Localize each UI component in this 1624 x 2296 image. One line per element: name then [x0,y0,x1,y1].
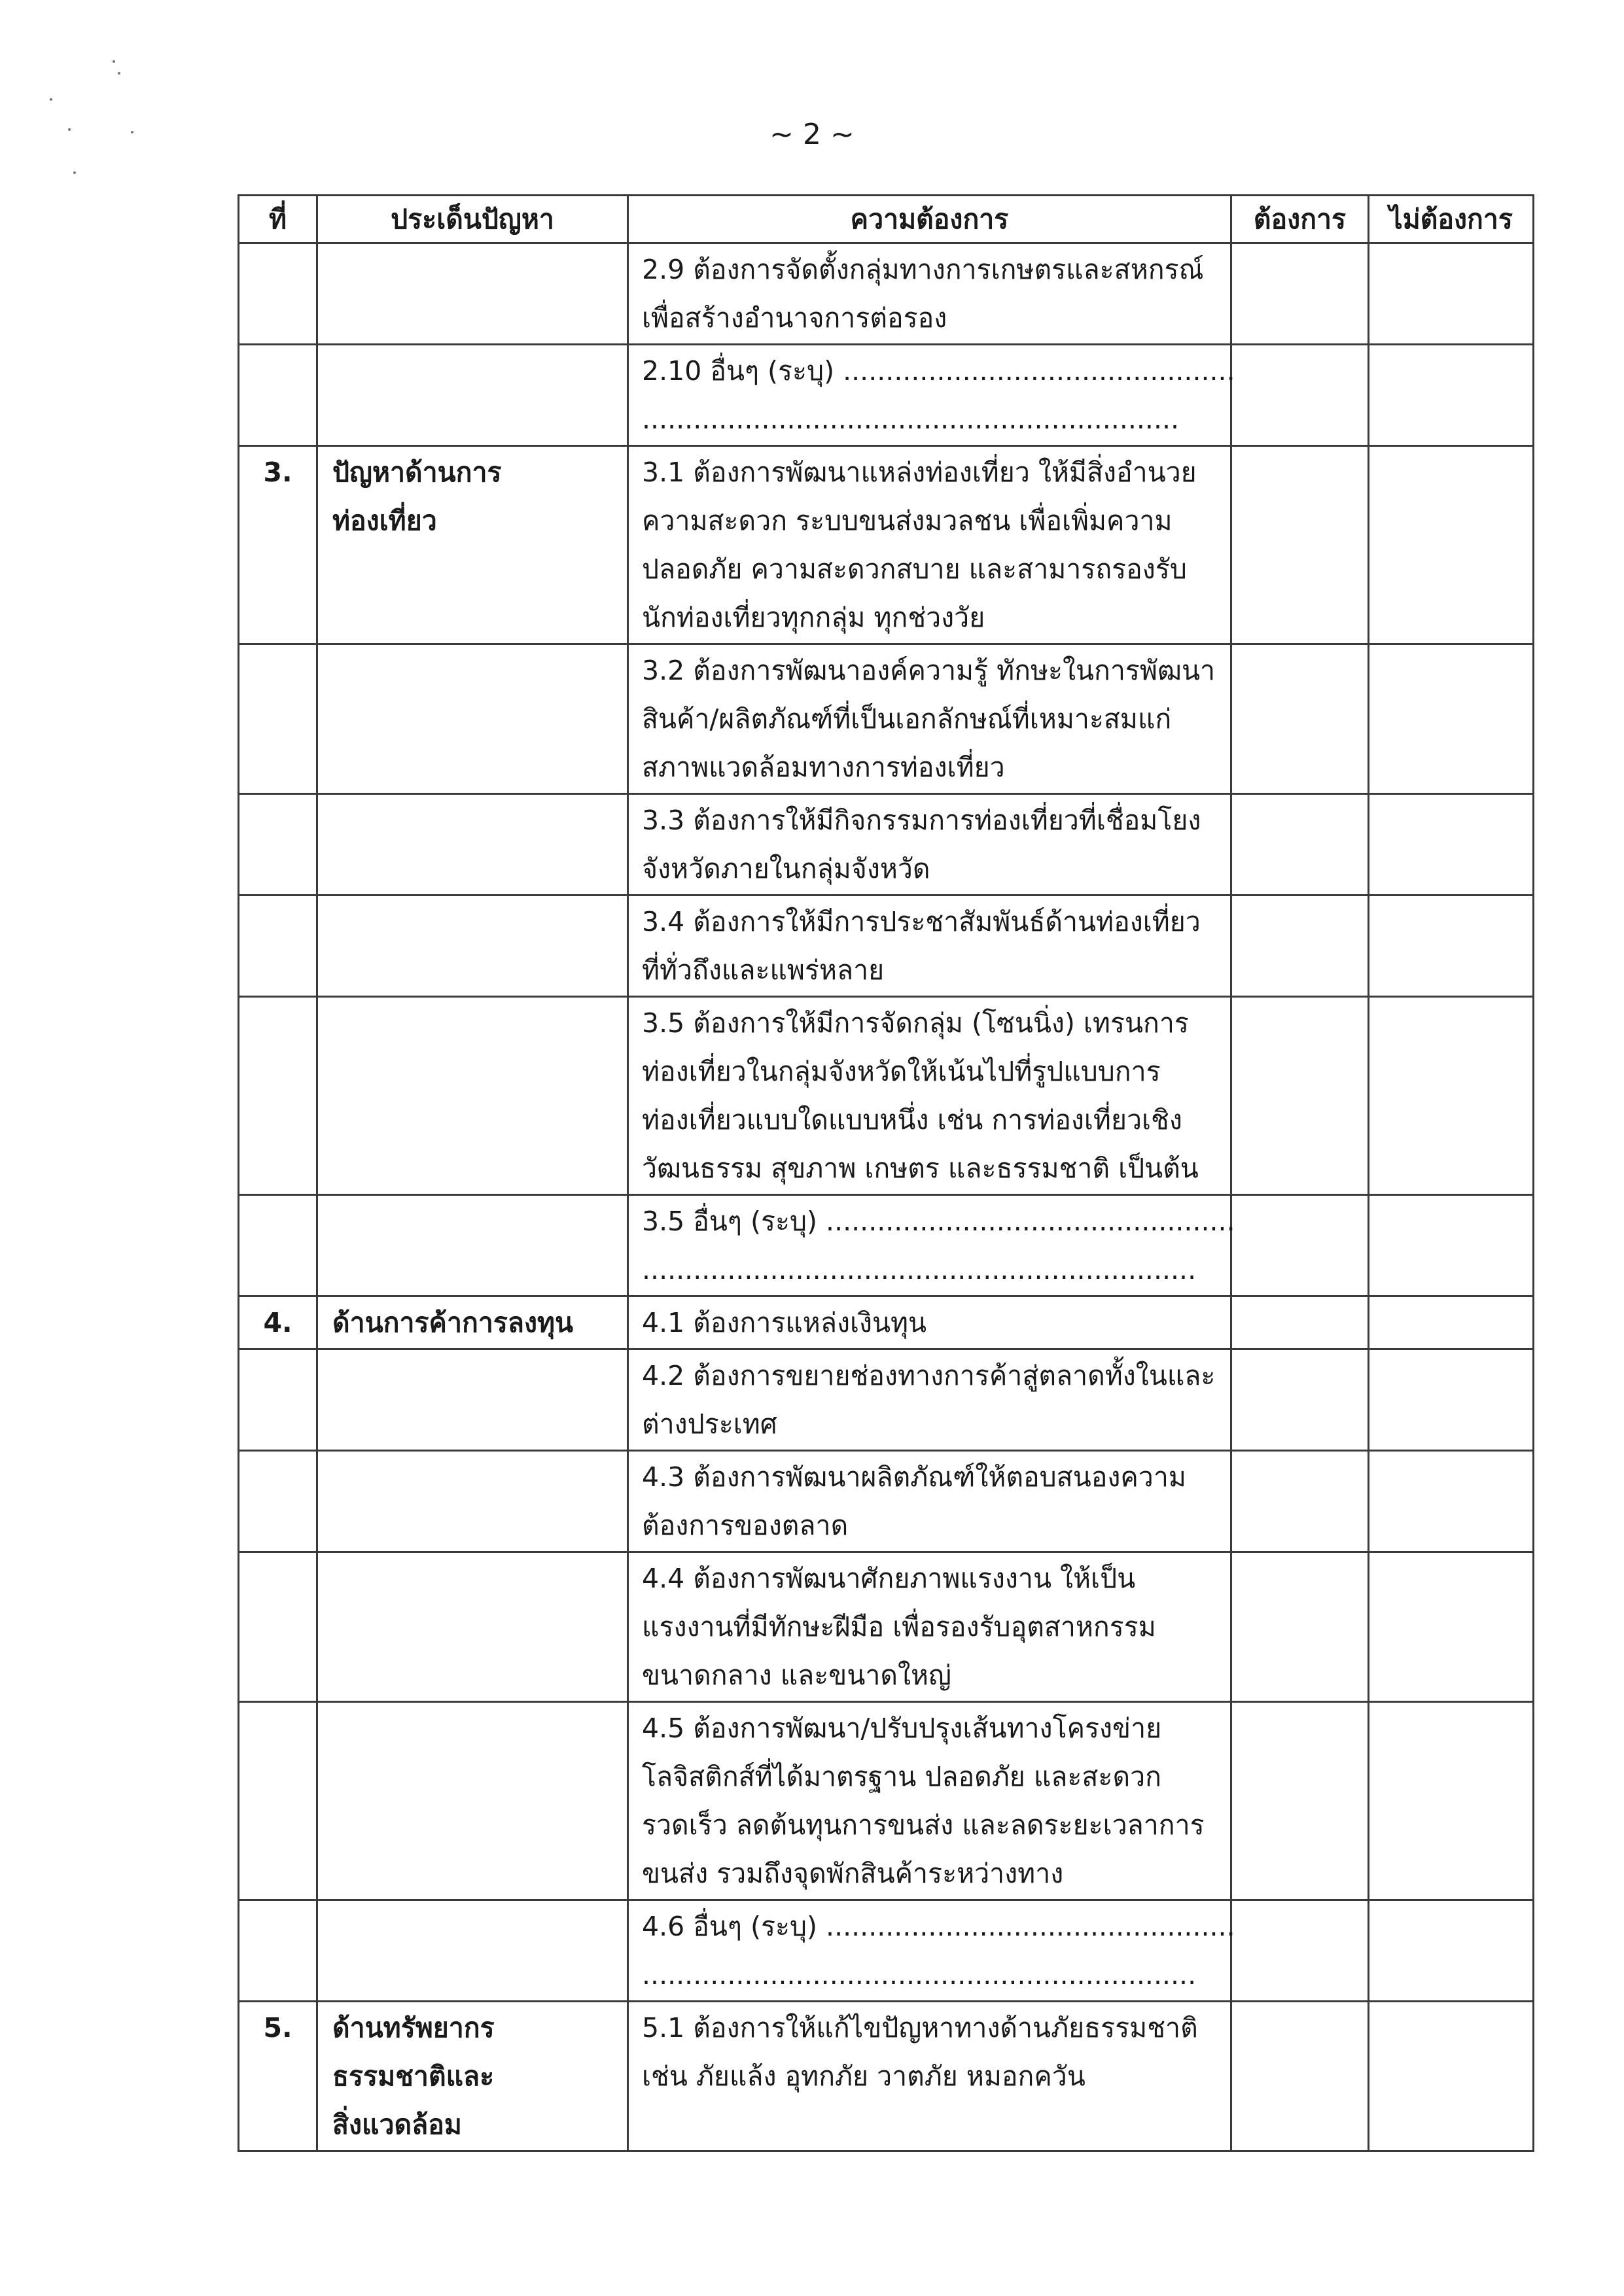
need-cell [628,1451,1231,1552]
need-line: วัฒนธรรม สุขภาพ เกษตร และธรรมชาติ เป็นต้น [642,1153,1199,1184]
issue-cell [317,644,628,794]
need-cell [628,243,1231,345]
want-checkbox-cell[interactable] [1231,243,1369,345]
not-want-checkbox-cell[interactable] [1369,1195,1534,1296]
issue-cell [317,1702,628,1900]
want-checkbox-cell[interactable] [1231,1296,1369,1349]
header-need: ความต้องการ [628,196,1231,243]
table-header-row [239,196,1534,243]
need-line: 2.9 ต้องการจัดตั้งกลุ่มทางการเกษตรและสหกรณ์ [642,254,1204,285]
row-number [239,1900,317,2002]
need-line: 3.2 ต้องการพัฒนาองค์ความรู้ ทักษะในการพัฒนา [642,655,1216,686]
issue-cell [317,2002,628,2151]
table-row [239,1349,1534,1451]
table-row [239,243,1534,345]
need-line: ปลอดภัย ความสะดวกสบาย และสามารถรองรับ [642,553,1187,585]
need-line: ................................................................. [642,1959,1197,1991]
issue-line: สิ่งแวดล้อม [332,2109,462,2140]
need-line: 3.3 ต้องการให้มีกิจกรรมการท่องเที่ยวที่เชื่อมโยง [642,805,1201,836]
not-want-checkbox-cell[interactable] [1369,1702,1534,1900]
row-number [239,1702,317,1900]
want-checkbox-cell[interactable] [1231,644,1369,794]
need-line: ต้องการของตลาด [642,1510,849,1541]
table-row [239,896,1534,997]
row-number [239,1552,317,1702]
row-number: 3. [239,446,317,644]
need-line: นักท่องเที่ยวทุกกลุ่ม ทุกช่วงวัย [642,602,985,633]
need-line: ขนส่ง รวมถึงจุดพักสินค้าระหว่างทาง [642,1858,1064,1889]
header-issue: ประเด็นปัญหา [317,196,628,243]
need-cell [628,1702,1231,1900]
issue-cell [317,1900,628,2002]
need-line: ความสะดวก ระบบขนส่งมวลชน เพื่อเพิ่มความ [642,505,1173,536]
issue-line: ด้านการค้าการลงทุน [332,1307,574,1338]
row-number: 4. [239,1296,317,1349]
need-line: สินค้า/ผลิตภัณฑ์ที่เป็นเอกลักษณ์ที่เหมาะสมแก่ [642,703,1172,735]
need-cell [628,794,1231,896]
table-row [239,1702,1534,1900]
need-line: ที่ทั่วถึงและแพร่หลาย [642,954,885,986]
table-row [239,446,1534,644]
row-number [239,997,317,1195]
not-want-checkbox-cell[interactable] [1369,1900,1534,2002]
need-cell [628,896,1231,997]
need-cell [628,1349,1231,1451]
table-row [239,997,1534,1195]
want-checkbox-cell[interactable] [1231,1195,1369,1296]
row-number [239,1451,317,1552]
want-checkbox-cell[interactable] [1231,1702,1369,1900]
issue-cell [317,1349,628,1451]
want-checkbox-cell[interactable] [1231,896,1369,997]
need-line: 4.4 ต้องการพัฒนาศักยภาพแรงงาน ให้เป็น [642,1563,1136,1594]
not-want-checkbox-cell[interactable] [1369,997,1534,1195]
not-want-checkbox-cell[interactable] [1369,446,1534,644]
not-want-checkbox-cell[interactable] [1369,1451,1534,1552]
table-row [239,1552,1534,1702]
table-row [239,1451,1534,1552]
need-cell [628,2002,1231,2151]
need-cell [628,345,1235,446]
want-checkbox-cell[interactable] [1231,1451,1369,1552]
issue-cell [317,997,628,1195]
need-line: 2.10 อื่นๆ (ระบุ) .............................................. [642,355,1235,387]
need-line: 4.3 ต้องการพัฒนาผลิตภัณฑ์ให้ตอบสนองความ [642,1461,1186,1493]
want-checkbox-cell[interactable] [1231,2002,1369,2151]
table-row [239,644,1534,794]
want-checkbox-cell[interactable] [1231,345,1369,446]
header-not-want: ไม่ต้องการ [1369,196,1534,243]
need-line: 3.5 อื่นๆ (ระบุ) ................................................ [642,1206,1235,1237]
need-line: 3.4 ต้องการให้มีการประชาสัมพันธ์ด้านท่องเที่ยว [642,906,1201,937]
need-line: 4.6 อื่นๆ (ระบุ) ................................................ [642,1911,1235,1942]
not-want-checkbox-cell[interactable] [1369,1552,1534,1702]
need-cell [628,446,1231,644]
want-checkbox-cell[interactable] [1231,794,1369,896]
header-want: ต้องการ [1231,196,1369,243]
header-no: ที่ [239,196,317,243]
need-cell [628,1296,1231,1349]
row-number [239,1195,317,1296]
not-want-checkbox-cell[interactable] [1369,2002,1534,2151]
need-line: สภาพแวดล้อมทางการท่องเที่ยว [642,752,1005,783]
want-checkbox-cell[interactable] [1231,1349,1369,1451]
not-want-checkbox-cell[interactable] [1369,1349,1534,1451]
need-line: 5.1 ต้องการให้แก้ไขปัญหาทางด้านภัยธรรมชาติ [642,2012,1198,2044]
need-cell [628,1195,1235,1296]
need-line: จังหวัดภายในกลุ่มจังหวัด [642,853,930,884]
table-row [239,345,1534,446]
table-row [239,1296,1534,1349]
not-want-checkbox-cell[interactable] [1369,243,1534,345]
need-cell [628,997,1231,1195]
table-row [239,1195,1534,1296]
want-checkbox-cell[interactable] [1231,1552,1369,1702]
want-checkbox-cell[interactable] [1231,1900,1369,2002]
needs-survey-table [238,194,1534,2152]
issue-cell [317,345,628,446]
not-want-checkbox-cell[interactable] [1369,896,1534,997]
want-checkbox-cell[interactable] [1231,997,1369,1195]
need-line: ................................................................. [642,1254,1197,1285]
issue-cell [317,243,628,345]
need-line: 3.1 ต้องการพัฒนาแหล่งท่องเที่ยว ให้มีสิ่งอำนวย [642,457,1197,488]
issue-line: ด้านทรัพยากร [332,2012,495,2044]
need-cell [628,1552,1231,1702]
issue-cell [317,1195,628,1296]
issue-cell [317,896,628,997]
scan-speck [50,98,52,101]
need-line: 4.1 ต้องการแหล่งเงินทุน [642,1307,927,1338]
issue-cell [317,1552,628,1702]
row-number [239,345,317,446]
need-line: 3.5 ต้องการให้มีการจัดกลุ่ม (โซนนิ่ง) เทรนการ [642,1007,1189,1039]
not-want-checkbox-cell[interactable] [1369,794,1534,896]
not-want-checkbox-cell[interactable] [1369,345,1534,446]
need-cell [628,1900,1235,2002]
need-line: เช่น ภัยแล้ง อุทกภัย วาตภัย หมอกควัน [642,2061,1086,2092]
row-number [239,243,317,345]
need-cell [628,644,1231,794]
row-number [239,896,317,997]
scan-speck [113,60,115,63]
need-line: รวดเร็ว ลดต้นทุนการขนส่ง และลดระยะเวลาการ [642,1809,1205,1841]
row-number [239,794,317,896]
row-number [239,1349,317,1451]
need-line: ท่องเที่ยวในกลุ่มจังหวัดให้เน้นไปที่รูปแบบการ [642,1056,1161,1087]
not-want-checkbox-cell[interactable] [1369,1296,1534,1349]
want-checkbox-cell[interactable] [1231,446,1369,644]
row-number [239,644,317,794]
need-line: 4.5 ต้องการพัฒนา/ปรับปรุงเส้นทางโครงข่าย [642,1713,1162,1744]
table-row [239,794,1534,896]
not-want-checkbox-cell[interactable] [1369,644,1534,794]
table-row [239,2002,1534,2151]
need-line: ท่องเที่ยวแบบใดแบบหนึ่ง เช่น การท่องเที่ยวเชิง [642,1104,1182,1136]
need-line: แรงงานที่มีทักษะฝีมือ เพื่อรองรับอุตสาหกรรม [642,1611,1156,1643]
scan-speck [118,72,120,75]
need-line: ต่างประเทศ [642,1408,777,1440]
issue-cell [317,794,628,896]
page-number: ~ 2 ~ [769,118,855,151]
issue-cell [317,1296,628,1349]
need-line: ขนาดกลาง และขนาดใหญ่ [642,1660,951,1691]
need-line: ............................................................... [642,404,1180,435]
table-body [239,243,1534,2151]
table-row [239,1900,1534,2002]
issue-line: ท่องเที่ยว [332,505,437,536]
issue-line: ธรรมชาติและ [332,2061,495,2092]
scan-speck [73,171,76,174]
issue-line: ปัญหาด้านการ [332,457,502,488]
need-line: เพื่อสร้างอำนาจการต่อรอง [642,302,947,334]
need-line: 4.2 ต้องการขยายช่องทางการค้าสู่ตลาดทั้งในและ [642,1360,1216,1391]
issue-cell [317,446,628,644]
row-number: 5. [239,2002,317,2151]
issue-cell [317,1451,628,1552]
need-line: โลจิสติกส์ที่ได้มาตรฐาน ปลอดภัย และสะดวก [642,1761,1161,1792]
